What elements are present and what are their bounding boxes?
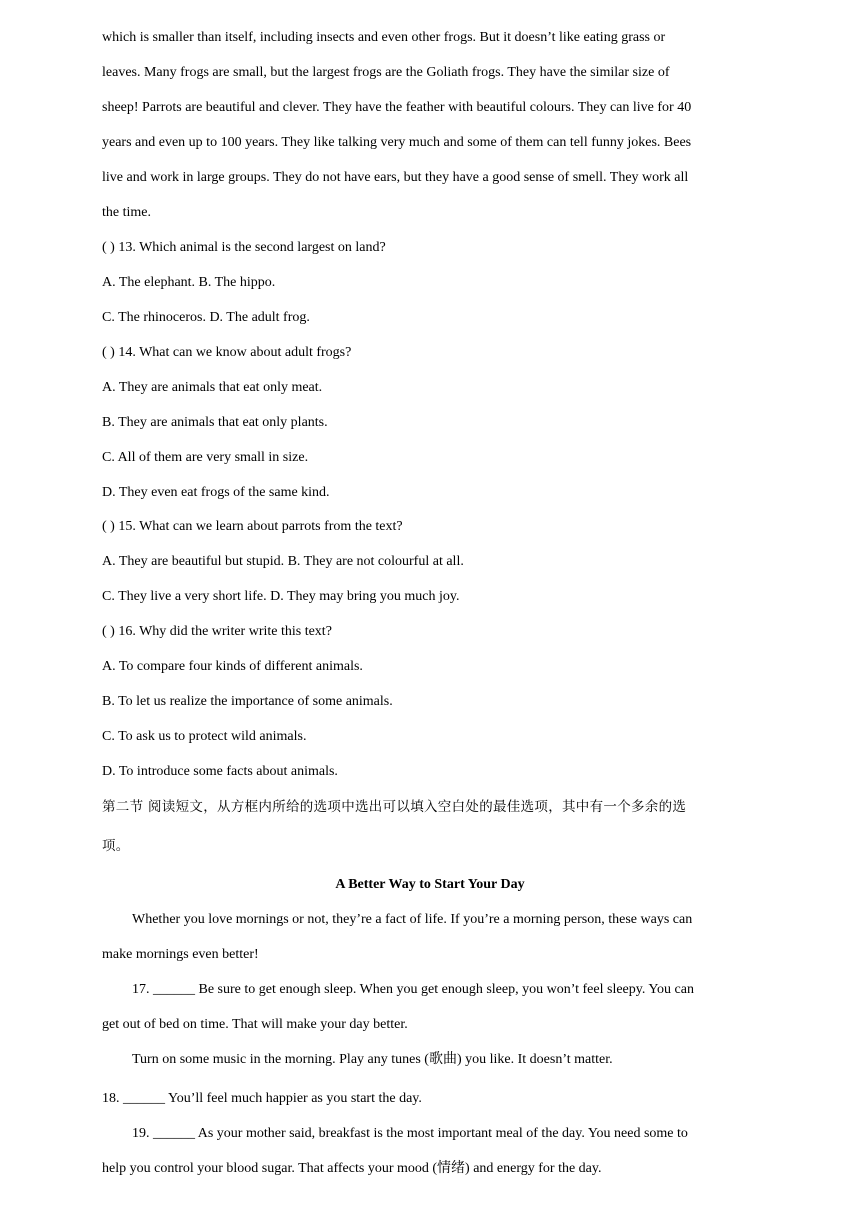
question-16-stem: ( ) 16. Why did the writer write this text? xyxy=(102,624,332,639)
blank-18-paragraph: 18. ______ You’ll feel much happier as you start the day. xyxy=(102,1091,422,1106)
section-2-instruction: 第二节 阅读短文，从方框内所给的选项中选出可以填入空白处的最佳选项，其中有一个多余的选 xyxy=(102,799,687,815)
question-16-option-a: A. To compare four kinds of different animals. xyxy=(102,659,363,674)
passage-line: which is smaller than itself, including insects and even other frogs. But it doesn’t like eating grass or xyxy=(102,30,666,45)
question-15-options-ab: A. They are beautiful but stupid. B. They are not colourful at all. xyxy=(102,554,464,569)
question-13-stem: ( ) 13. Which animal is the second largest on land? xyxy=(102,240,386,255)
question-14-option-a: A. They are animals that eat only meat. xyxy=(102,380,323,395)
passage-line: live and work in large groups. They do not have ears, but they have a good sense of smell. They work all xyxy=(102,170,689,185)
question-16-option-d: D. To introduce some facts about animals. xyxy=(102,764,338,779)
question-14-option-c: C. All of them are very small in size. xyxy=(102,450,309,465)
passage-line: the time. xyxy=(102,205,151,220)
question-14-option-b: B. They are animals that eat only plants. xyxy=(102,415,328,430)
question-14-option-d: D. They even eat frogs of the same kind. xyxy=(102,485,330,500)
passage-line: sheep! Parrots are beautiful and clever. They have the feather with beautiful colours. They can live for 40 xyxy=(102,100,692,115)
question-13-options-cd: C. The rhinoceros. D. The adult frog. xyxy=(102,310,310,325)
blank-19-paragraph: 19. ______ As your mother said, breakfast is the most important meal of the day. You need some to xyxy=(132,1126,688,1141)
passage-line: leaves. Many frogs are small, but the largest frogs are the Goliath frogs. They have the similar size of xyxy=(102,65,670,80)
question-15-stem: ( ) 15. What can we learn about parrots from the text? xyxy=(102,519,403,534)
question-15-options-cd: C. They live a very short life. D. They may bring you much joy. xyxy=(102,589,460,604)
question-16-option-b: B. To let us realize the importance of some animals. xyxy=(102,694,393,709)
blank-17-paragraph-cont: get out of bed on time. That will make your day better. xyxy=(102,1017,408,1032)
article-paragraph: Whether you love mornings or not, they’re a fact of life. If you’re a morning person, these ways can xyxy=(132,912,693,927)
question-14-stem: ( ) 14. What can we know about adult frogs? xyxy=(102,345,352,360)
section-2-instruction-cont: 项。 xyxy=(102,838,130,854)
question-13-options-ab: A. The elephant. B. The hippo. xyxy=(102,275,276,290)
article-title: A Better Way to Start Your Day xyxy=(335,877,525,892)
question-16-option-c: C. To ask us to protect wild animals. xyxy=(102,729,307,744)
passage-line: years and even up to 100 years. They like talking very much and some of them can tell funny jokes. Bees xyxy=(102,135,692,150)
blank-19-paragraph-cont: help you control your blood sugar. That affects your mood (情绪) and energy for the day. xyxy=(102,1161,602,1176)
blank-17-paragraph: 17. ______ Be sure to get enough sleep. When you get enough sleep, you won’t feel sleepy. You can xyxy=(132,982,694,997)
music-paragraph: Turn on some music in the morning. Play any tunes (歌曲) you like. It doesn’t matter. xyxy=(132,1052,613,1067)
article-paragraph-cont: make mornings even better! xyxy=(102,947,259,962)
